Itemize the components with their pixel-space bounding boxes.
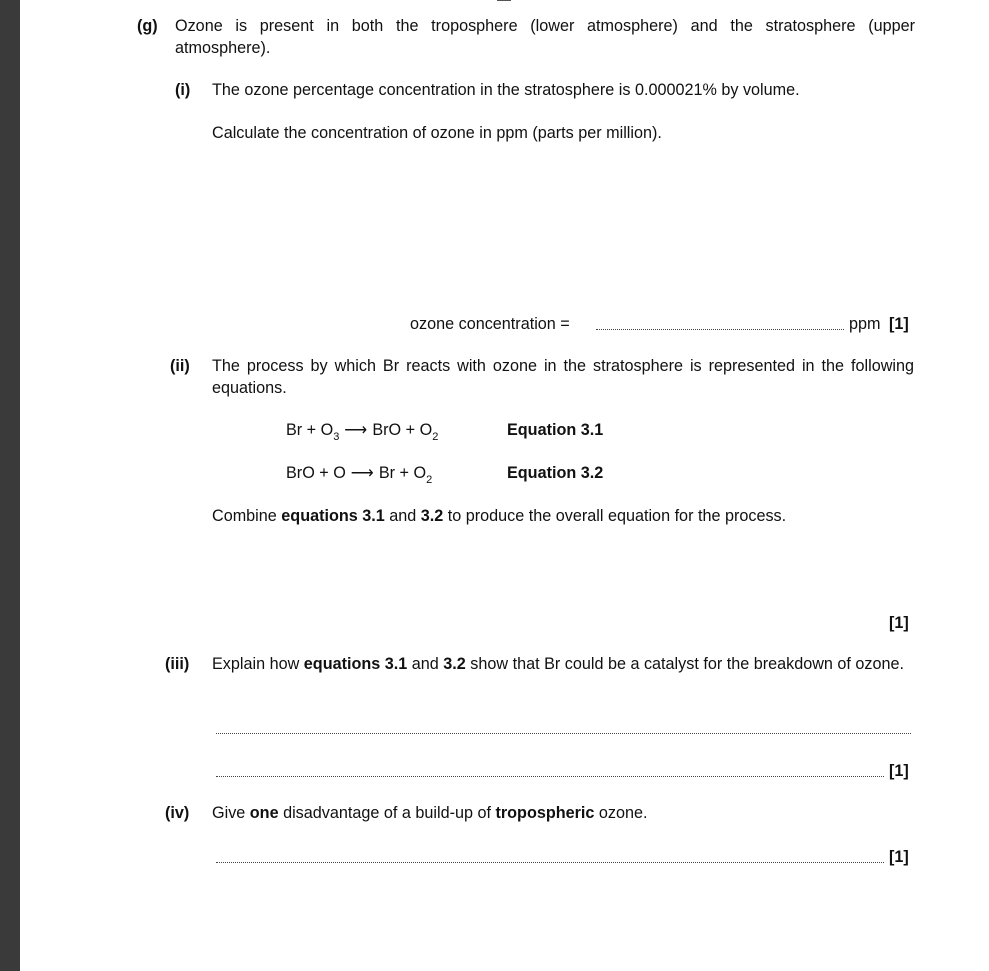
part-ii-task: Combine equations 3.1 and 3.2 to produce the overall equation for the process. <box>212 507 787 525</box>
part-iv-marks: [1] <box>889 848 909 866</box>
equation-3-2-name: Equation 3.2 <box>507 464 604 482</box>
part-ii-label: (ii) <box>170 357 190 375</box>
part-iii-answer-line-2[interactable] <box>216 776 884 777</box>
part-i-statement: The ozone percentage concentration in the stratosphere is 0.000021% by volume. <box>212 81 800 99</box>
part-iii-marks: [1] <box>889 762 909 780</box>
equation-3-1-name: Equation 3.1 <box>507 421 604 439</box>
ppm-unit: ppm <box>849 315 881 333</box>
part-iv-label: (iv) <box>165 804 190 822</box>
part-iii-task: Explain how equations 3.1 and 3.2 show that Br could be a catalyst for the breakdown of ozone. <box>212 655 905 673</box>
equation-3-2: BrO + O ⟶ $Br + O_2$ <box>286 464 433 486</box>
left-dark-border <box>0 0 20 971</box>
page-top-mark <box>497 0 511 1</box>
part-i-label: (i) <box>175 81 191 99</box>
part-iv-answer-line[interactable] <box>216 862 884 863</box>
part-iii-answer-line-1[interactable] <box>216 733 911 734</box>
part-iii-label: (iii) <box>165 655 190 673</box>
equation-3-1: $Br + O_3$ ⟶ BrO + $O_2$ <box>286 421 439 443</box>
part-ii-intro: The process by which Br reacts with ozone in the stratosphere is represented in the following equations. <box>212 357 914 397</box>
ozone-concentration-answer-line[interactable] <box>596 329 844 330</box>
part-g-intro: Ozone is present in both the troposphere (lower atmosphere) and the stratosphere (upper atmosphere). <box>175 17 915 57</box>
part-iv-task: Give one disadvantage of a build-up of tropospheric ozone. <box>212 804 648 822</box>
ozone-concentration-label: ozone concentration = <box>410 315 570 333</box>
part-i-marks: [1] <box>889 315 909 333</box>
part-ii-marks: [1] <box>889 614 909 632</box>
part-g-label: (g) <box>137 17 158 35</box>
part-i-task: Calculate the concentration of ozone in ppm (parts per million). <box>212 124 662 142</box>
